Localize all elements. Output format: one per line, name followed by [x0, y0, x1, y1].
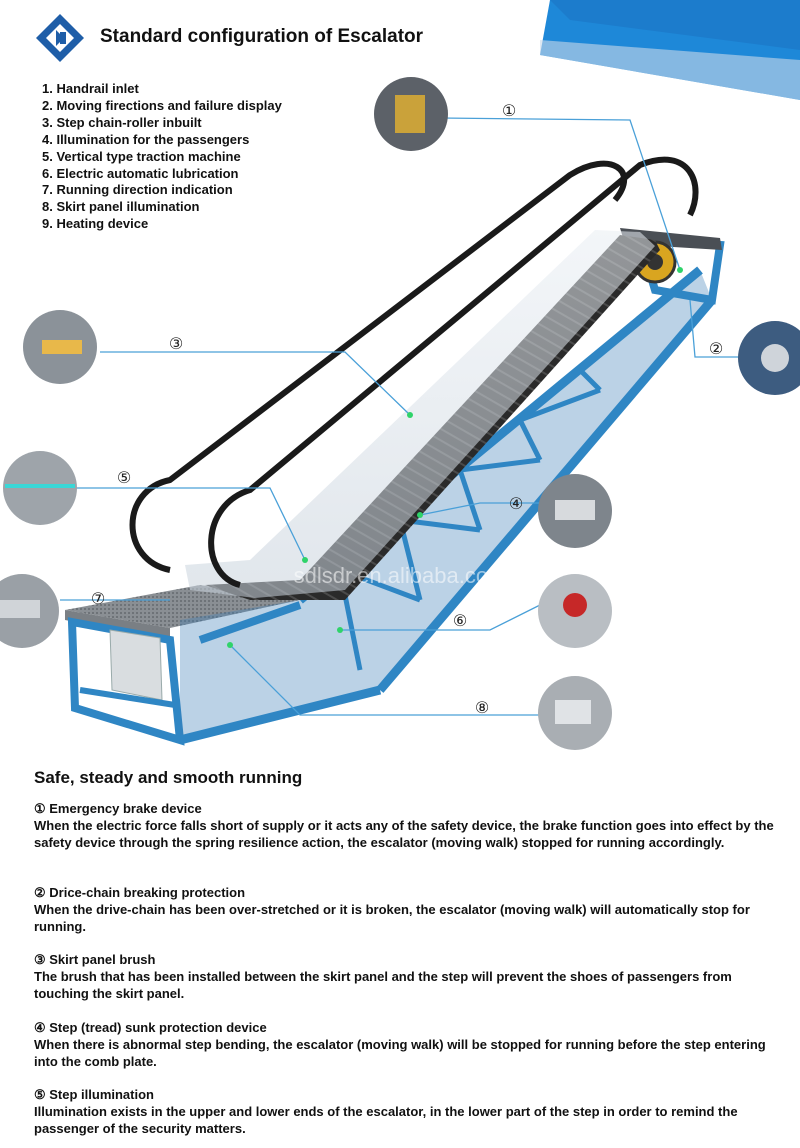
feature-item: 3. Step chain-roller inbuilt [42, 114, 202, 130]
safety-item-title: ① Emergency brake device [34, 801, 202, 816]
safety-item-title: ③ Skirt panel brush [34, 952, 156, 967]
safety-item-desc: Illumination exists in the upper and lower ends of the escalator, in the lower part of the step in order to remind the passenger of the security matters. [34, 1104, 738, 1136]
safety-item [34, 1086, 784, 1137]
feature-item: 1. Handrail inlet [42, 81, 139, 96]
callout-8: ⑧ [474, 698, 490, 717]
callout-5: ⑤ [116, 468, 132, 487]
callout-7: ⑦ [90, 589, 106, 608]
safety-item [34, 800, 784, 851]
feature-item: 2. Moving firections and failure display [42, 97, 282, 113]
safety-item-title: ② Drice-chain breaking protection [34, 885, 246, 900]
escalator-diagram [0, 60, 800, 760]
safety-item [34, 884, 784, 935]
safety-item-title: ④ Step (tread) sunk protection device [34, 1020, 267, 1035]
safety-item [34, 1019, 784, 1070]
page-title: Standard configuration of Escalator [100, 26, 424, 47]
callout-2: ② [708, 339, 724, 358]
safety-item-title: ⑤ Step illumination [34, 1087, 154, 1102]
feature-item: 9. Heating device [42, 216, 149, 232]
safety-item-desc: When there is abnormal step bending, the escalator (moving walk) will be stopped for running before the step entering into the comb plate. [34, 1037, 766, 1069]
callout-4: ④ [508, 494, 524, 513]
section-heading: Safe, steady and smooth running [34, 768, 303, 787]
safety-item-desc: When the drive-chain has been over-stretched or it is broken, the escalator (moving walk) will automatically stop for running. [34, 902, 750, 934]
feature-item: 7. Running direction indication [42, 182, 233, 198]
company-logo-icon [34, 12, 86, 64]
safety-item-desc: When the electric force falls short of supply or it acts any of the safety device, the brake function goes into effect by the safety device through the spring resilience action, the escalator (moving walk) stopped for running accordingly. [34, 818, 774, 850]
feature-item: 6. Electric automatic lubrication [42, 165, 239, 181]
feature-item: 4. Illumination for the passengers [42, 131, 250, 147]
safety-item [34, 951, 784, 1002]
watermark: sdlsdr.en.alibaba.com [293, 563, 507, 588]
callout-3: ③ [168, 334, 184, 353]
callout-1: ① [501, 101, 517, 120]
feature-item: 8. Skirt panel illumination [42, 199, 200, 215]
callout-6: ⑥ [452, 611, 468, 630]
feature-item: 5. Vertical type traction machine [42, 148, 241, 164]
safety-item-desc: The brush that has been installed between the skirt panel and the step will prevent the shoes of passengers from touching the skirt panel. [34, 969, 732, 1001]
